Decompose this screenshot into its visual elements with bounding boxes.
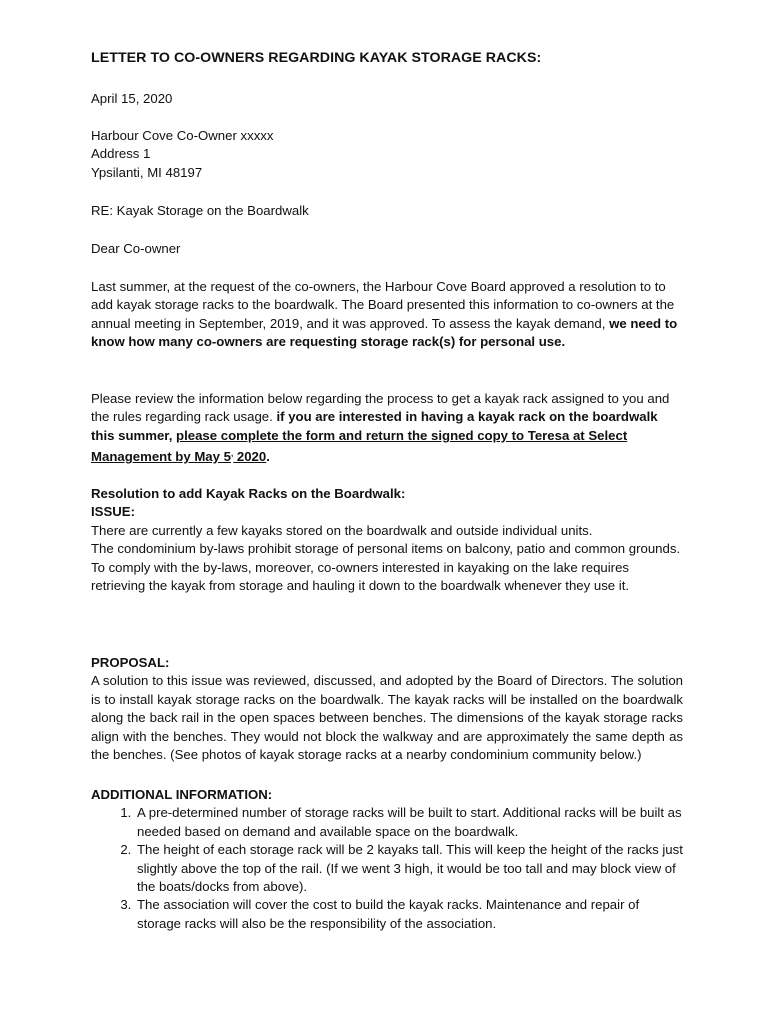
paragraph-instructions-bold: if you are interested in having a kayak rack on the boardwalk this summer, (91, 409, 658, 443)
paragraph-instructions-text: Please review the information below regarding the process to get a kayak rack assigned to you and the rules regarding rack usage. (91, 391, 670, 425)
paragraph-instructions-underlined: please complete the form and return the signed copy to Teresa at Select Management by May 5 (91, 427, 628, 465)
additional-info-section (91, 786, 683, 933)
re-line: RE: Kayak Storage on the Boardwalk (91, 203, 309, 218)
resolution-heading: Resolution to add Kayak Racks on the Boardwalk: (91, 486, 406, 501)
issue-line-1: There are currently a few kayaks stored on the boardwalk and outside individual units. (91, 522, 593, 538)
deadline-year: 2020 (233, 449, 267, 465)
paragraph-request-text: Last summer, at the request of the co-owners, the Harbour Cove Board approved a resolution to to add kayak storage racks to the boardwalk. The Board presented this information to co-owners at the annual meeting in September, 2019, and it was approved. To assess the kayak demand, (91, 279, 675, 331)
letter-title: LETTER TO CO-OWNERS REGARDING KAYAK STORAGE RACKS: (91, 50, 542, 66)
list-item: 2. The height of each storage rack will be 2 kayaks tall. This will keep the height of the racks just slightly above the top of the rail. (If we went 3 high, it would be too tall and may block view of the boats/docks from above). (135, 841, 683, 896)
proposal-heading: PROPOSAL: (91, 655, 170, 670)
deadline-period: . (266, 449, 270, 465)
address-line-3: Ypsilanti, MI 48197 (91, 164, 203, 180)
issue-line-2: The condominium by-laws prohibit storage of personal items on balcony, patio and common grounds. To comply with the by-laws, moreover, co-owners interested in kayaking on the lake requires retrieving the kayak from storage and hauling it down to the boardwalk whenever they use it. (91, 541, 681, 594)
address-line-1: Harbour Cove Co-Owner xxxxx (91, 128, 274, 143)
resolution-section (91, 485, 683, 595)
greeting: Dear Co-owner (91, 241, 181, 256)
list-item: 1. A pre-determined number of storage racks will be built to start. Additional racks will be built as needed based on demand and available space on the boardwalk. (135, 804, 683, 841)
deadline-superscript: , (230, 449, 234, 459)
additional-info-heading: ADDITIONAL INFORMATION: (91, 787, 273, 802)
letter-date: April 15, 2020 (91, 91, 173, 106)
paragraph-request (91, 278, 683, 352)
recipient-address (91, 127, 683, 182)
additional-info-list (91, 804, 683, 933)
paragraph-request-bold: we need to know how many co-owners are requesting storage rack(s) for personal use. (91, 315, 678, 350)
list-item: 3. The association will cover the cost to build the kayak racks. Maintenance and repair of storage racks will also be the responsibility of the association. (135, 896, 683, 933)
proposal-text: A solution to this issue was reviewed, discussed, and adopted by the Board of Directors. The solution is to install kayak storage racks on the boardwalk. The kayak racks will be installed on the boardwalk along the back rail in the open spaces between benches. The dimensions of the kayak storage racks align with the benches. They would not block the walkway and are approximately the same depth as the benches. (See photos of kayak storage racks at a nearby condominium community below.) (91, 673, 683, 763)
paragraph-instructions (91, 390, 683, 467)
proposal-section (91, 654, 683, 764)
address-line-2: Address 1 (91, 146, 151, 162)
issue-heading: ISSUE: (91, 504, 135, 520)
